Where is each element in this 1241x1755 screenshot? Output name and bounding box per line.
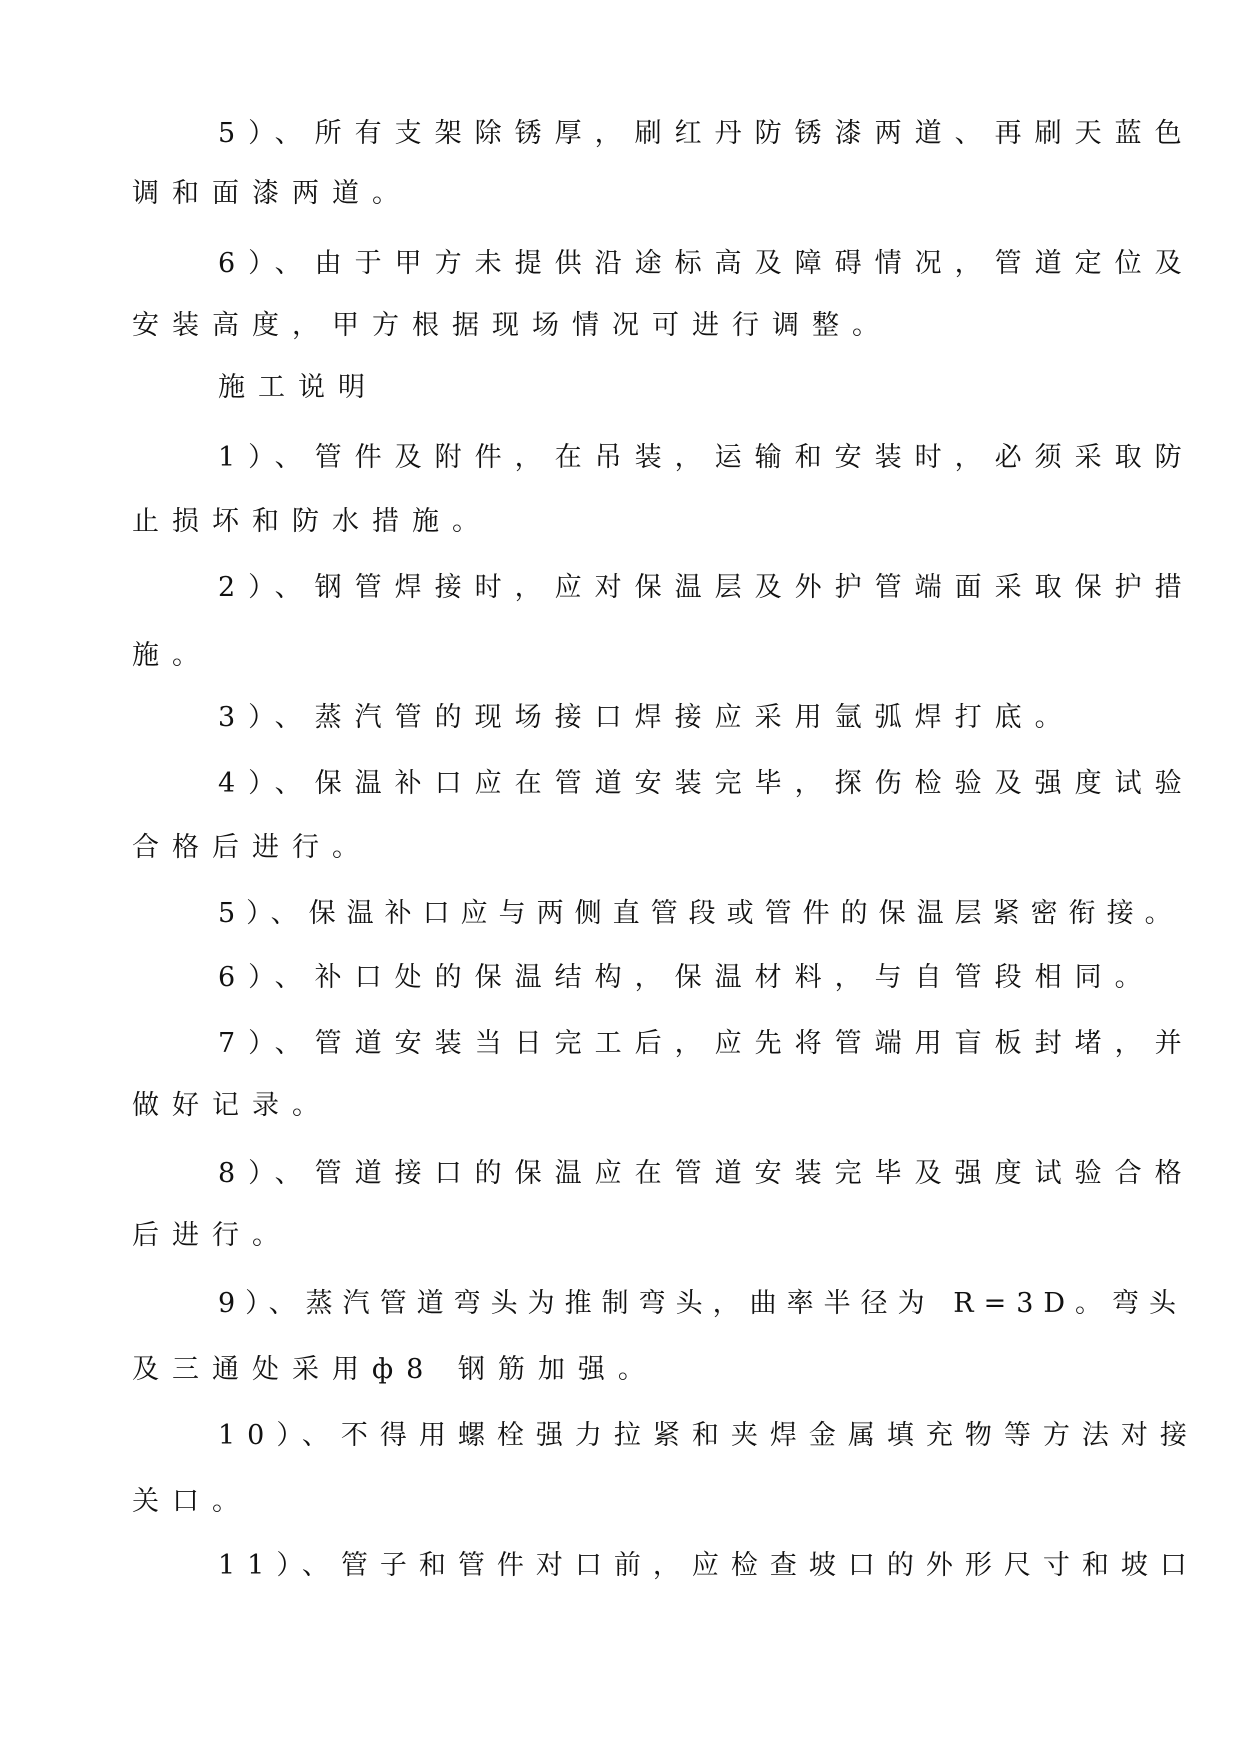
paragraph-line: 5）、所有支架除锈厚，刷红丹防锈漆两道、再刷天蓝色 [218,118,1195,149]
paragraph-line: 6）、补口处的保温结构，保温材料，与自管段相同。 [218,962,1155,993]
section-heading: 施工说明 [218,372,378,403]
paragraph-line: 3）、蒸汽管的现场接口焊接应采用氩弧焊打底。 [218,702,1075,733]
paragraph-line: 9）、蒸汽管道弯头为推制弯头，曲率半径为 R=3D。弯头 [218,1288,1187,1319]
paragraph-line: 合格后进行。 [132,832,372,863]
paragraph-line: 2）、钢管焊接时，应对保温层及外护管端面采取保护措 [218,572,1195,603]
paragraph-line: 11）、管子和管件对口前，应检查坡口的外形尺寸和坡口 [218,1550,1199,1581]
paragraph-line: 8）、管道接口的保温应在管道安装完毕及强度试验合格 [218,1158,1195,1189]
paragraph-line: 7）、管道安装当日完工后，应先将管端用盲板封堵，并 [218,1028,1195,1059]
paragraph-line: 止损坏和防水措施。 [132,506,492,537]
paragraph-line: 6）、由于甲方未提供沿途标高及障碍情况，管道定位及 [218,248,1195,279]
paragraph-line: 后进行。 [132,1220,292,1251]
paragraph-line: 安装高度，甲方根据现场情况可进行调整。 [132,310,892,341]
paragraph-line: 施。 [132,640,212,671]
paragraph-line: 做好记录。 [132,1090,332,1121]
paragraph-line: 1）、管件及附件，在吊装，运输和安装时，必须采取防 [218,442,1195,473]
paragraph-line: 5）、保温补口应与两侧直管段或管件的保温层紧密衔接。 [218,898,1183,929]
paragraph-line: 关口。 [132,1486,252,1517]
paragraph-line: 4）、保温补口应在管道安装完毕，探伤检验及强度试验 [218,768,1195,799]
paragraph-line: 及三通处采用ф8 钢筋加强。 [132,1354,658,1385]
paragraph-line: 调和面漆两道。 [132,178,412,209]
paragraph-line: 10）、不得用螺栓强力拉紧和夹焊金属填充物等方法对接 [218,1420,1199,1451]
